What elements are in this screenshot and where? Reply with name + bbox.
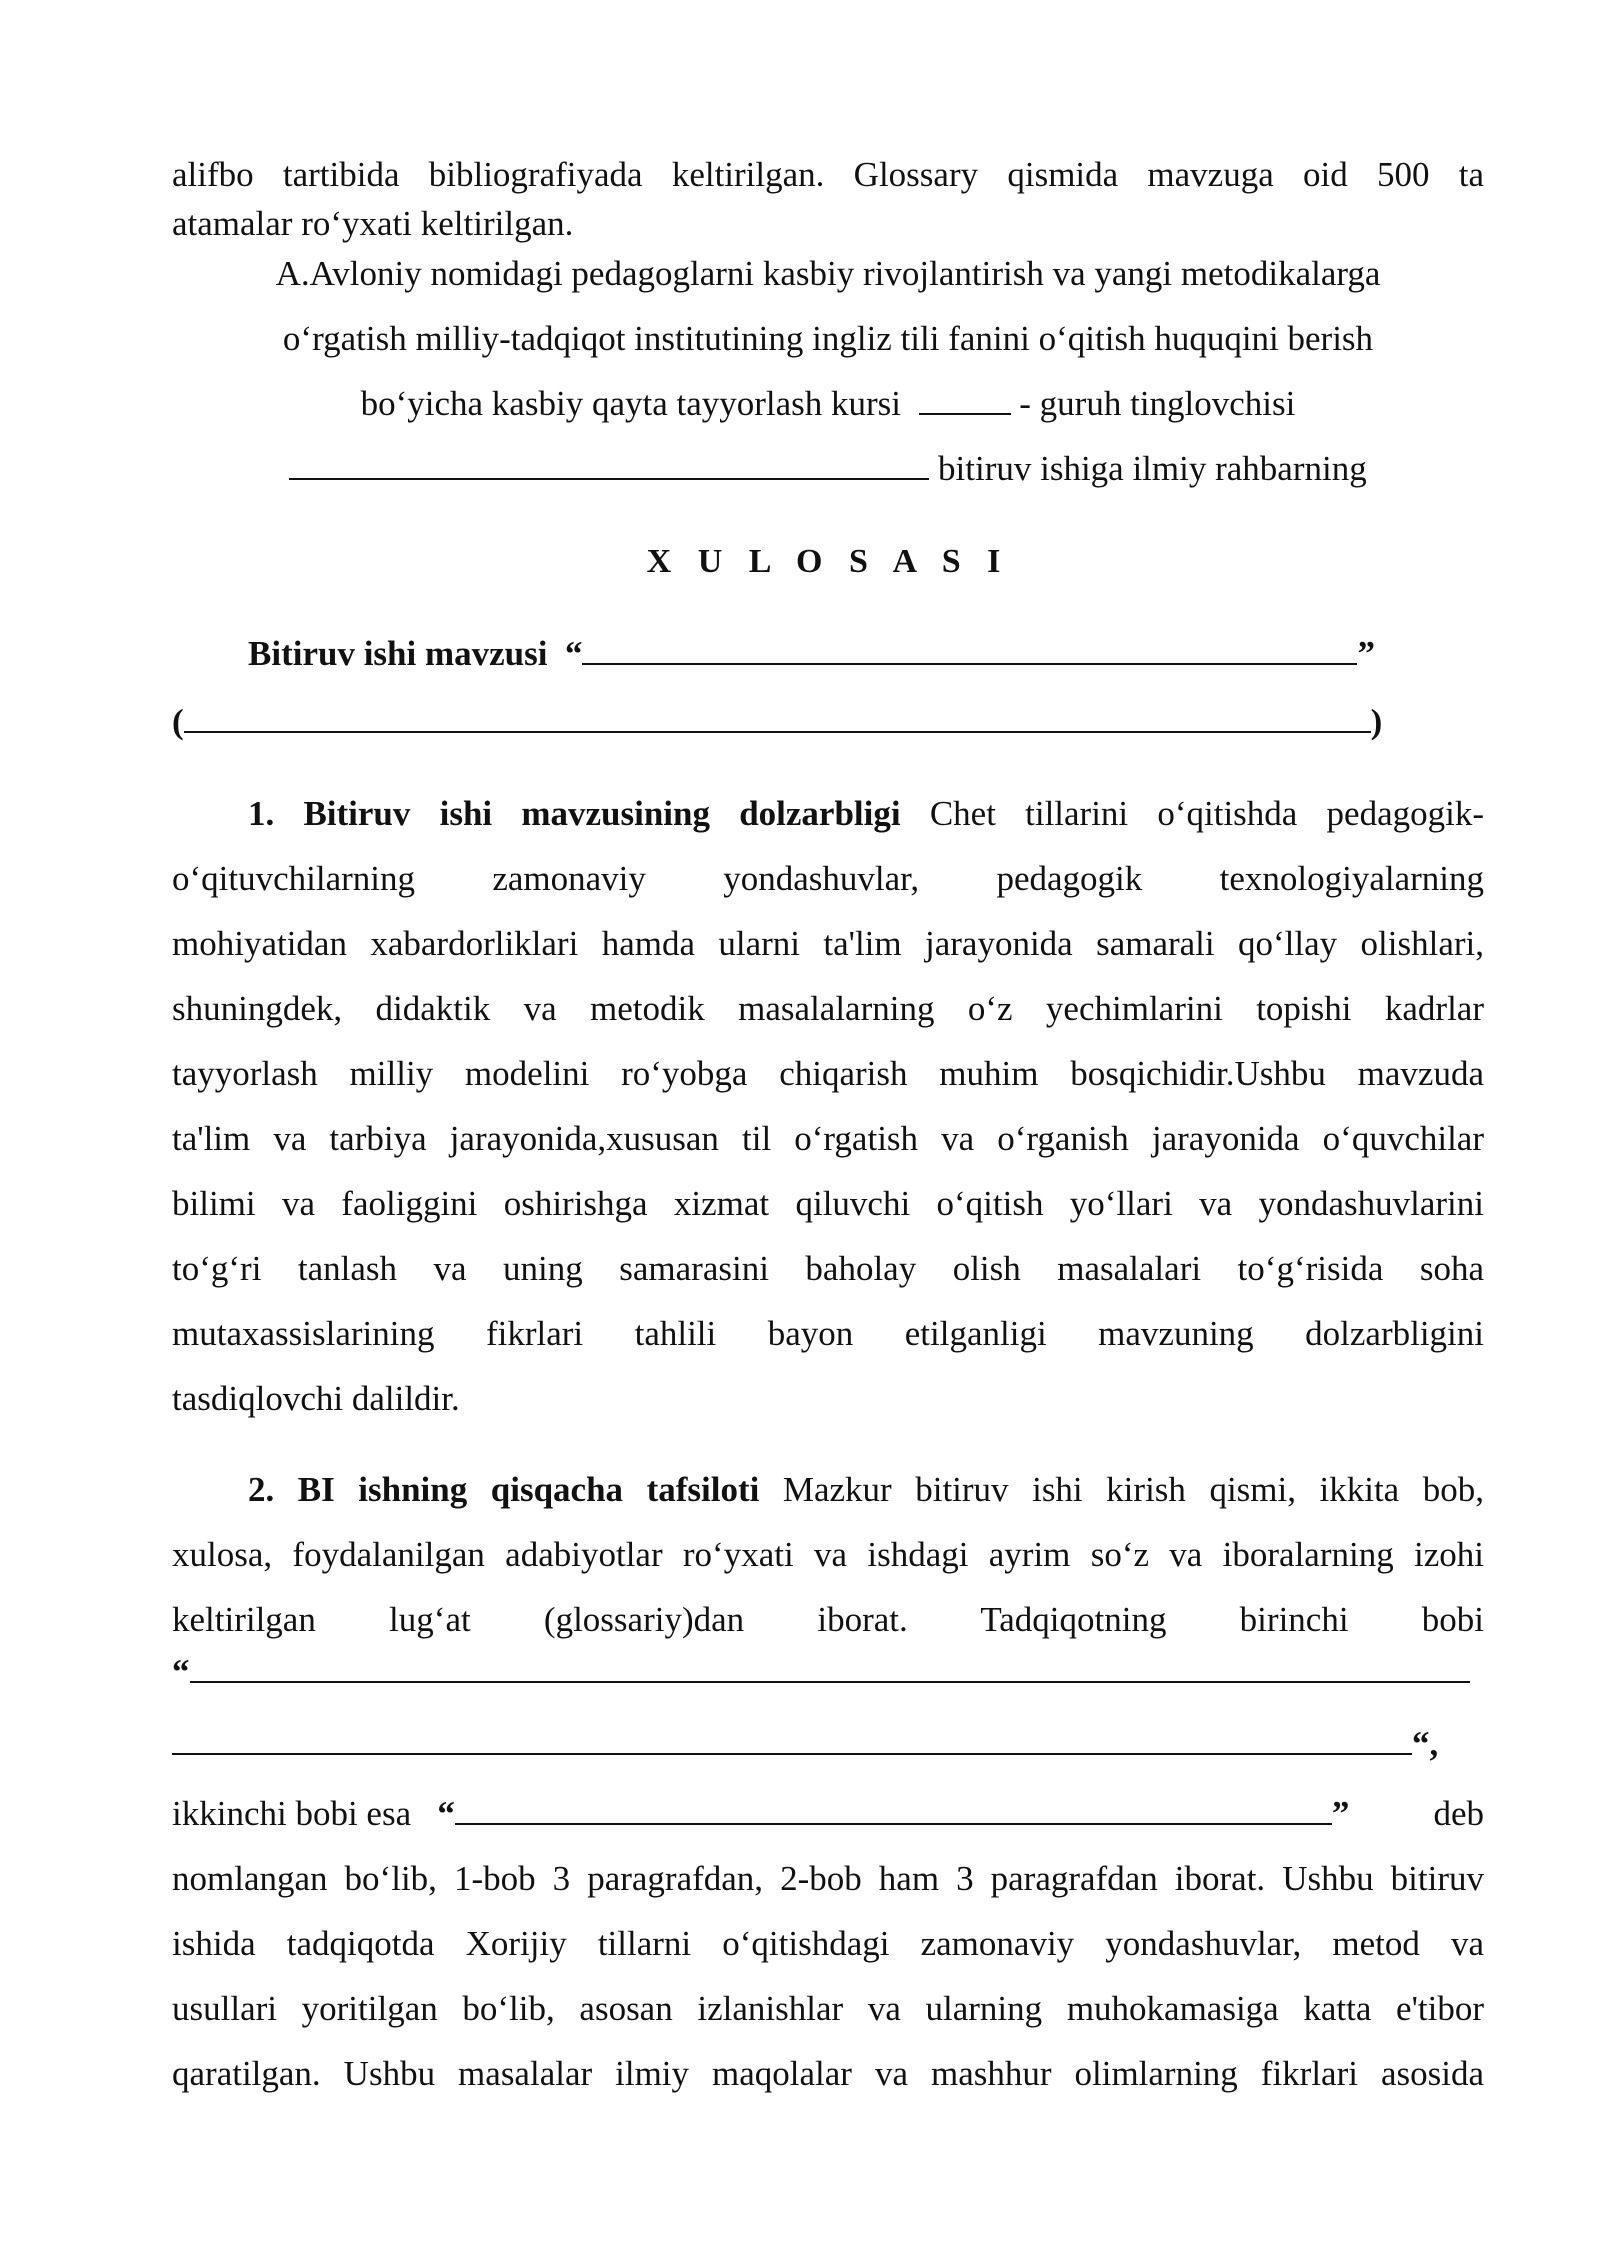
intro-line-1: alifbo tartibida bibliografiyada keltirilgan. Glossary qismida mavzuga oid 500 ta xyxy=(172,155,1484,194)
section2-line: usullari yoritilgan bo‘lib, asosan izlanishlar va ularning muhokamasiga katta e'tibor xyxy=(172,1989,1484,2028)
topic-close-quote: ” xyxy=(1357,634,1375,673)
intro-line-2: atamalar ro‘yxati keltirilgan. xyxy=(172,204,574,243)
chapter1-blank-line-1 xyxy=(172,1650,1484,1694)
header-line-2: o‘rgatish milliy-tadqiqot institutining ingliz tili fanini o‘qitish huquqini berish xyxy=(282,319,1374,358)
section2-line: xulosa, foydalanilgan adabiyotlar ro‘yxati va ishdagi ayrim so‘z va iboralarning izohi xyxy=(172,1535,1484,1574)
section1-line: ta'lim va tarbiya jarayonida,xususan til o‘rgatish va o‘rganish jarayonida o‘quvchilar xyxy=(172,1119,1484,1158)
chapter2-open-quote: “ xyxy=(437,1794,455,1833)
chapter2-label: ikkinchi bobi esa xyxy=(172,1794,412,1833)
document-title: X U L O S A S I xyxy=(646,543,1010,580)
topic-close-paren: ) xyxy=(1370,702,1383,741)
chapter2-line xyxy=(172,1792,1484,1836)
course-label: bo‘yicha kasbiy qayta tayyorlash kursi xyxy=(360,384,902,423)
section1-line: o‘qituvchilarning zamonaviy yondashuvlar, pedagogik texnologiyalarning xyxy=(172,859,1484,898)
topic-title-blank xyxy=(582,633,1357,665)
supervisor-name-blank xyxy=(289,448,929,480)
topic-line xyxy=(248,632,1484,676)
section2-line: nomlangan bo‘lib, 1-bob 3 paragrafdan, 2-bob ham 3 paragrafdan iborat. Ushbu bitiruv xyxy=(172,1859,1484,1898)
section2-first-line xyxy=(248,1468,1484,1512)
group-number-blank xyxy=(919,383,1011,415)
section2-heading: 2. BI ishning qisqacha tafsiloti xyxy=(248,1470,760,1509)
section1-line: mutaxassislarining fikrlari tahlili bayon etilganligi mavzuning dolzarbligini xyxy=(172,1314,1484,1353)
section1-last-line: tasdiqlovchi dalildir. xyxy=(172,1379,460,1418)
topic-label: Bitiruv ishi mavzusi xyxy=(248,634,548,673)
section1-line: mohiyatidan xabardorliklari hamda ularni ta'lim jarayonida samarali qo‘llay olishlari, xyxy=(172,924,1484,963)
chapter2-title-blank xyxy=(455,1793,1332,1825)
topic-paren-line xyxy=(172,700,1484,744)
chapter1-title-blank xyxy=(190,1651,1470,1683)
topic-translation-blank xyxy=(184,701,1371,733)
section1-line: tayyorlash milliy modelini ro‘yobga chiqarish muhim bosqichidir.Ushbu mavzuda xyxy=(172,1054,1484,1093)
chapter1-close-quote: “, xyxy=(1412,1724,1439,1763)
supervisor-label: bitiruv ishiga ilmiy rahbarning xyxy=(938,449,1367,488)
chapter2-deb: deb xyxy=(1433,1794,1484,1833)
topic-open-paren: ( xyxy=(172,702,184,741)
section1-heading: 1. Bitiruv ishi mavzusining dolzarbligi xyxy=(248,794,901,833)
header-line-3 xyxy=(172,382,1484,426)
section2-line: keltirilgan lug‘at (glossariy)dan iborat. Tadqiqotning birinchi bobi xyxy=(172,1600,1484,1639)
section1-first-line-rest: Chet tillarini o‘qitishda pedagogik- xyxy=(929,794,1484,833)
header-line-1: A.Avloniy nomidagi pedagoglarni kasbiy rivojlantirish va yangi metodikalarga xyxy=(275,254,1381,293)
section1-first-line xyxy=(248,792,1484,836)
section1-line: to‘g‘ri tanlash va uning samarasini baholay olish masalalari to‘g‘risida soha xyxy=(172,1249,1484,1288)
section2-first-line-rest: Mazkur bitiruv ishi kirish qismi, ikkita bob, xyxy=(782,1470,1484,1509)
chapter1-blank-line-2 xyxy=(172,1722,1484,1766)
chapter1-title-blank-cont xyxy=(172,1723,1412,1755)
section1-line: bilimi va faoliggini oshirishga xizmat qiluvchi o‘qitish yo‘llari va yondashuvlarini xyxy=(172,1184,1484,1223)
section1-line: shuningdek, didaktik va metodik masalalarning o‘z yechimlarini topishi kadrlar xyxy=(172,989,1484,1028)
section2-line: ishida tadqiqotda Xorijiy tillarni o‘qitishdagi zamonaviy yondashuvlar, metod va xyxy=(172,1924,1484,1963)
chapter1-open-quote: “ xyxy=(172,1652,190,1691)
chapter2-close-quote: ” xyxy=(1331,1794,1350,1833)
group-label: - guruh tinglovchisi xyxy=(1019,384,1296,423)
header-line-4 xyxy=(172,447,1484,491)
section2-line: qaratilgan. Ushbu masalalar ilmiy maqolalar va mashhur olimlarning fikrlari asosida xyxy=(172,2054,1484,2093)
topic-open-quote: “ xyxy=(564,634,583,673)
